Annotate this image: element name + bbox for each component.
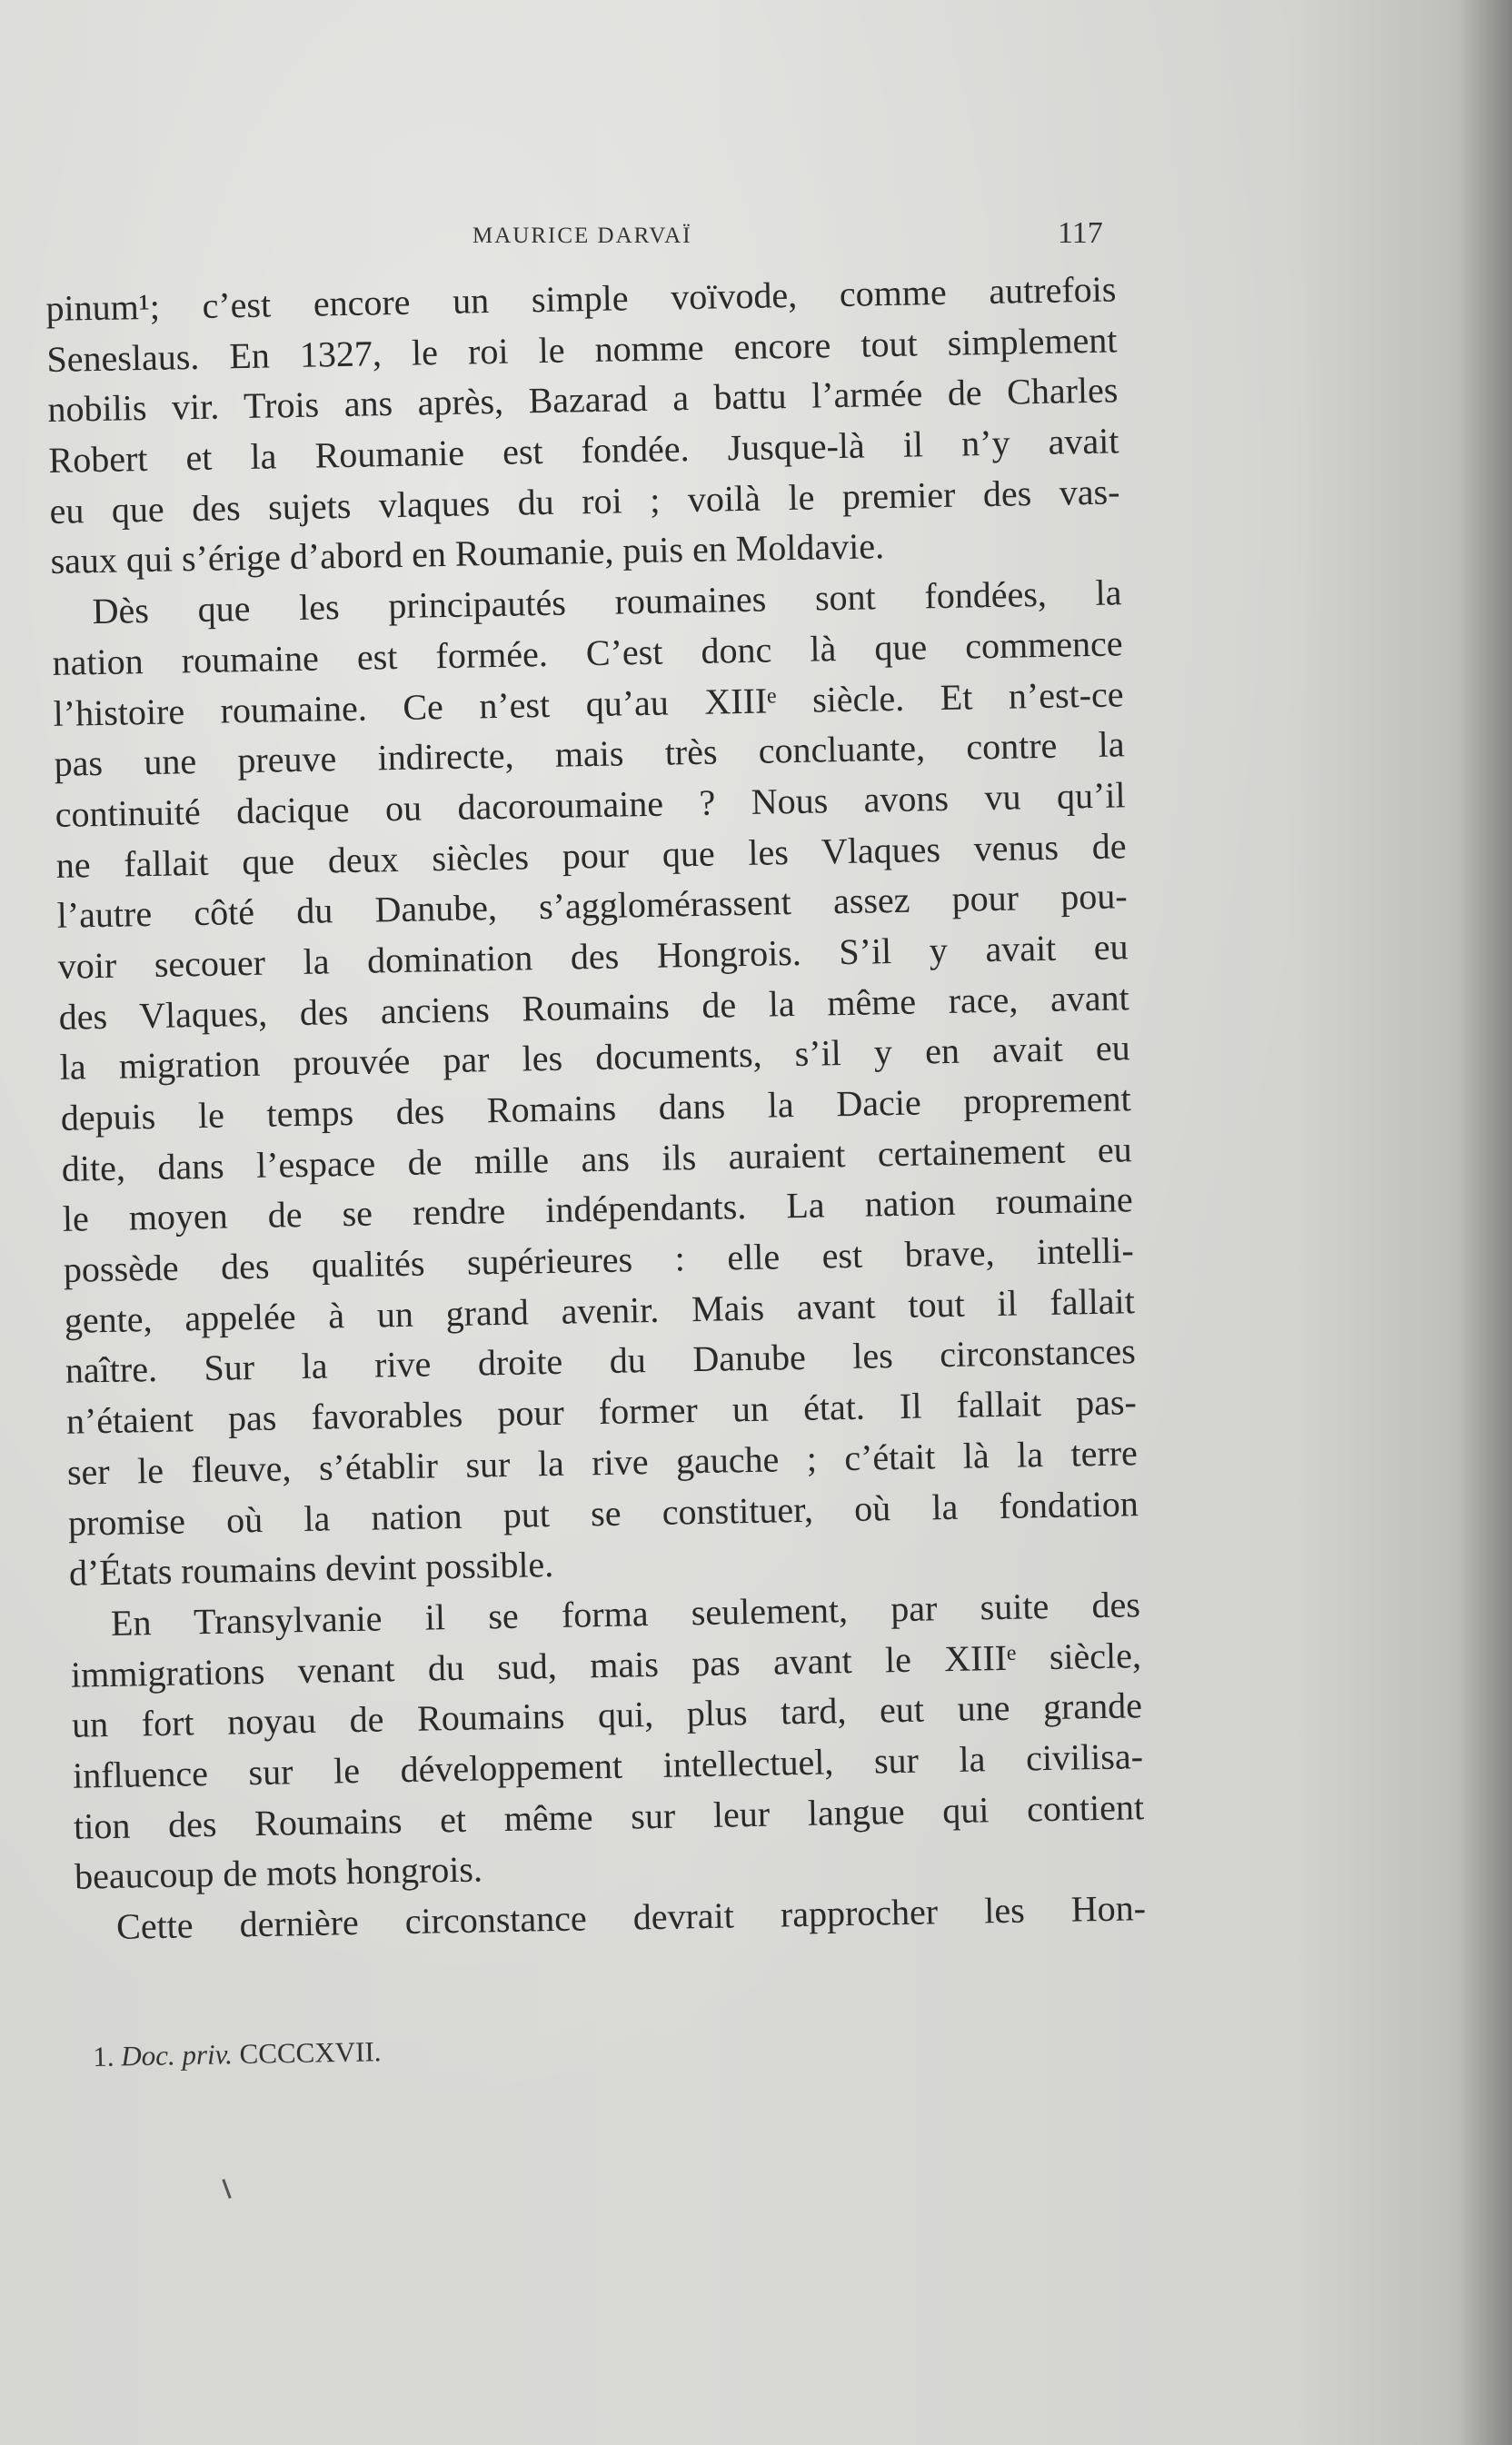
text-line: En Transylvanie il se forma seulement, par suite des bbox=[110, 1584, 1141, 1644]
page-number: 117 bbox=[1058, 216, 1103, 250]
text-line: depuis le temps des Romains dans la Dacie proprement bbox=[60, 1078, 1132, 1138]
page-edge-shadow bbox=[1457, 0, 1512, 2445]
text-line: Dès que les principautés roumaines sont fondées, la bbox=[92, 571, 1122, 632]
footnote-reference: Doc. priv. bbox=[120, 2038, 234, 2072]
text-line: tion des Roumains et même sur leur langue qui contient bbox=[73, 1785, 1145, 1847]
text-line: des Vlaques, des anciens Roumains de la même race, avant bbox=[58, 976, 1130, 1038]
footnote-number: 1. bbox=[93, 2040, 114, 2072]
text-line: le moyen de se rendre indépendants. La nation roumaine bbox=[62, 1178, 1134, 1240]
text-line: Seneslaus. En 1327, le roi le nomme encore tout simplement bbox=[46, 319, 1118, 380]
text-line: ser le fleuve, s’établir sur la rive gauche ; c’était là la terre bbox=[66, 1432, 1139, 1493]
text-line: influence sur le développement intellectuel, sur la civilisa- bbox=[72, 1735, 1144, 1796]
text-line: pinum¹; c’est encore un simple voïvode, comme autrefois bbox=[45, 268, 1117, 329]
text-line: eu que des sujets vlaques du roi ; voilà le premier des vas- bbox=[49, 471, 1120, 532]
text-line: beaucoup de mots hongrois. bbox=[74, 1848, 483, 1898]
text-line: pas une preuve indirecte, mais très concluante, contre la bbox=[54, 723, 1125, 785]
footnote bbox=[93, 2035, 382, 2073]
text-line: possède des qualités supérieures : elle est brave, intelli- bbox=[63, 1229, 1135, 1290]
text-line: naître. Sur la rive droite du Danube les circonstances bbox=[65, 1330, 1137, 1392]
text-line: promise où la nation put se constituer, où la fondation bbox=[67, 1482, 1139, 1544]
text-line: gente, appelée à un grand avenir. Mais avant tout il fallait bbox=[64, 1279, 1136, 1341]
text-line: un fort noyau de Roumains qui, plus tard, eut une grande bbox=[71, 1685, 1143, 1745]
text-line: immigrations venant du sud, mais pas avant le XIIIᵉ siècle, bbox=[70, 1634, 1142, 1695]
text-line: nation roumaine est formée. C’est donc là que commence bbox=[52, 622, 1123, 683]
text-line: ne fallait que deux siècles pour que les Vlaques venus de bbox=[55, 824, 1127, 886]
text-line: n’étaient pas favorables pour former un état. Il fallait pas- bbox=[65, 1381, 1138, 1442]
text-line: voir secouer la domination des Hongrois. S’il y avait eu bbox=[57, 926, 1129, 987]
text-line: Robert et la Roumanie est fondée. Jusque-là il n’y avait bbox=[48, 420, 1119, 482]
running-head: MAURICE DARVAÏ bbox=[472, 224, 692, 248]
text-line: continuité dacique ou dacoroumaine ? Nous avons vu qu’il bbox=[55, 774, 1126, 835]
text-line: la migration prouvée par les documents, s’il y en avait eu bbox=[59, 1027, 1131, 1088]
text-line: nobilis vir. Trois ans après, Bazarad a battu l’armée de Charles bbox=[47, 369, 1119, 431]
text-line: dite, dans l’espace de mille ans ils auraient certainement eu bbox=[61, 1128, 1133, 1189]
text-line: Cette dernière circonstance devrait rapprocher les Hon- bbox=[115, 1887, 1147, 1947]
ink-speck bbox=[222, 2179, 231, 2199]
footnote-value: CCCCXVII. bbox=[239, 2035, 382, 2071]
text-line: d’États roumains devint possible. bbox=[68, 1544, 554, 1594]
text-line: saux qui s’érige d’abord en Roumanie, puis en Moldavie. bbox=[50, 525, 885, 582]
text-line: l’histoire roumaine. Ce n’est qu’au XIIIᵉ siècle. Et n’est-ce bbox=[53, 672, 1124, 734]
text-line: l’autre côté du Danube, s’agglomérassent assez pour pou- bbox=[56, 875, 1128, 937]
body-text bbox=[45, 263, 1146, 1953]
